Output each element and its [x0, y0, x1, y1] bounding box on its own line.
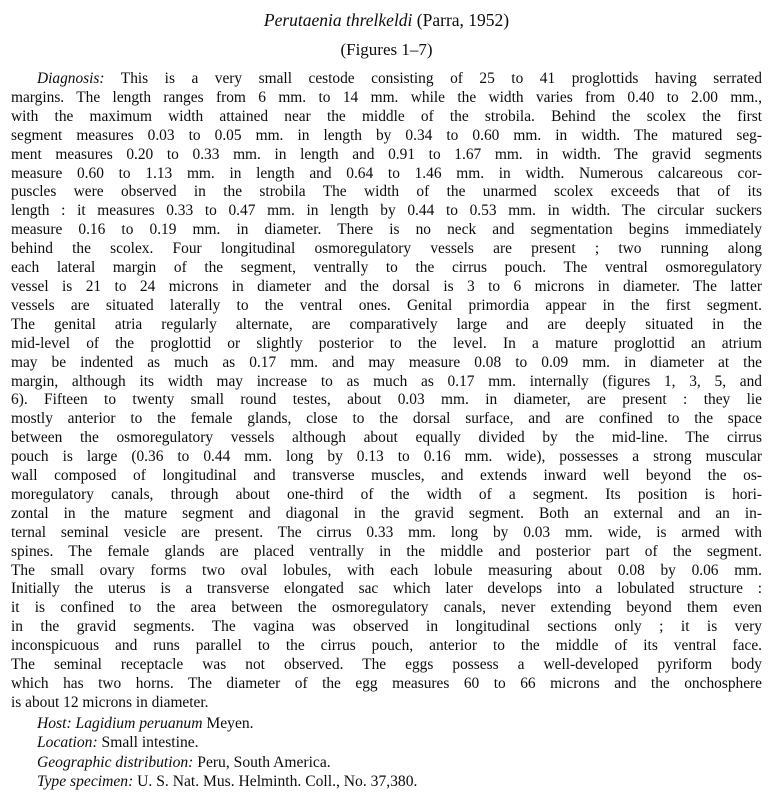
diagnosis-line: behind the scolex. Four longitudinal osmoregulatory vessels are present ; two running along: [11, 240, 762, 258]
host-author: Meyen.: [202, 714, 254, 732]
diagnosis-line: The seminal receptacle was not observed. The eggs possess a well-developed pyriform body: [11, 656, 762, 674]
geographic-distribution-line: [11, 753, 762, 773]
host-line: [11, 714, 762, 734]
diagnosis-line: mid-level of the proglottid or slightly posterior to the level. In a mature proglottid an atrium: [11, 334, 762, 352]
diagnosis-line: mostly anterior to the female glands, close to the dorsal surface, and are confined to the space: [11, 410, 762, 428]
diagnosis-line: which has two horns. The diameter of the egg measures 60 to 66 microns and the onchosphere: [11, 675, 762, 692]
type-specimen-value: U. S. Nat. Mus. Helminth. Coll., No. 37,380.: [133, 773, 418, 791]
diagnosis-line: margin, although its width may increase to as much as 0.17 mm. internally (figures 1, 3, 5, and: [11, 372, 762, 390]
host-species: Lagidium peruanum: [71, 714, 203, 732]
diagnosis-line: Initially the uterus is a transverse elongated sac which later develops into a lobulated structure :: [11, 580, 762, 598]
host-label: Host:: [37, 714, 72, 732]
diagnosis-line: ternal seminal vesicle are present. The cirrus 0.33 mm. long by 0.03 mm. wide, is armed with: [11, 523, 762, 541]
diagnosis-line: ment measures 0.20 to 0.33 mm. in length and 0.91 to 1.67 mm. in width. The gravid segments: [11, 145, 762, 163]
diagnosis-line: between the osmoregulatory vessels although about equally divided by the mid-line. The cirrus: [11, 429, 762, 447]
diagnosis-line: spines. The female glands are placed ventrally in the middle and posterior part of the segment.: [11, 542, 762, 560]
diagnosis-line: vessels are situated laterally to the ventral ones. Genital primordia appear in the first segment.: [11, 296, 762, 314]
diagnosis-line: measure 0.16 to 0.19 mm. in diameter. There is no neck and segmentation begins immediately: [11, 221, 762, 239]
diagnosis-line: may be indented as much as 0.17 mm. and may measure 0.08 to 0.09 mm. in diameter at the: [11, 353, 762, 371]
diagnosis-line: is about 12 microns in diameter.: [11, 693, 209, 711]
diagnosis-line: 6). Fifteen to twenty small round testes, about 0.03 mm. in diameter, are present : they lie: [11, 391, 762, 409]
type-specimen-label: Type specimen:: [37, 773, 134, 791]
diagnosis-line: vessel is 21 to 24 microns in diameter and the dorsal is 3 to 6 microns in diameter. The latter: [11, 277, 762, 295]
diagnosis-line: moregulatory canals, through about one-third of the width of a segment. Its position is hori-: [11, 485, 762, 503]
diagnosis-label: Diagnosis:: [37, 70, 105, 87]
location-line: [11, 733, 762, 753]
diagnosis-line: segment measures 0.03 to 0.05 mm. in length by 0.34 to 0.60 mm. in width. The matured seg-: [11, 126, 762, 144]
diagnosis-line: zontal in the mature segment and diagonal in the gravid segment. Both an external and an in-: [11, 504, 762, 522]
species-title: [11, 10, 762, 31]
diagnosis-line: [11, 70, 762, 89]
diagnosis-line: with the maximum width attained near the middle of the strobila. Behind the scolex the first: [11, 107, 762, 125]
diagnosis-line-text: This is a very small cestode consisting of 25 to 41 proglottids having serrated: [104, 70, 762, 87]
diagnosis-line: wall composed of longitudinal and transverse muscles, and extends inward well beyond the os-: [11, 467, 762, 485]
geographic-distribution-label: Geographic distribution:: [37, 753, 194, 771]
diagnosis-line: puscles were observed in the strobila The width of the unarmed scolex exceeds that of its: [11, 183, 762, 201]
geographic-distribution-value: Peru, South America.: [193, 753, 331, 771]
species-authority: (Parra, 1952): [412, 10, 510, 30]
specimen-details: [11, 714, 762, 792]
diagnosis-line: it is confined to the area between the osmoregulatory canals, never extending beyond them even: [11, 599, 762, 617]
diagnosis-line: each lateral margin of the segment, ventrally to the cirrus pouch. The ventral osmoregulatory: [11, 259, 762, 277]
species-name: Perutaenia threlkeldi: [263, 10, 413, 30]
diagnosis-line: The small ovary forms two oval lobules, with each lobule measuring about 0.08 by 0.06 mm.: [11, 561, 762, 579]
diagnosis-paragraph: [11, 70, 762, 713]
diagnosis-line: length : it measures 0.33 to 0.47 mm. in length by 0.44 to 0.53 mm. in width. The circular suckers: [11, 202, 762, 220]
diagnosis-line: margins. The length ranges from 6 mm. to 14 mm. while the width varies from 0.40 to 2.00 mm.,: [11, 88, 762, 106]
figures-subtitle: (Figures 1–7): [340, 40, 433, 59]
type-specimen-line: [11, 772, 762, 792]
diagnosis-line: pouch is large (0.36 to 0.44 mm. long by 0.13 to 0.16 mm. wide), possesses a strong muscular: [11, 448, 762, 466]
diagnosis-line: inconspicuous and runs parallel to the cirrus pouch, anterior to the middle of its ventral face.: [11, 637, 762, 655]
location-value: Small intestine.: [97, 734, 199, 752]
diagnosis-line: measure 0.60 to 1.13 mm. in length and 0.64 to 1.46 mm. in width. Numerous calcareous cor-: [11, 164, 762, 182]
diagnosis-line: The genital atria regularly alternate, are comparatively large and are deeply situated in the: [11, 315, 762, 333]
location-label: Location:: [37, 734, 98, 752]
diagnosis-line: in the gravid segments. The vagina was observed in longitudinal sections only ; it is very: [11, 618, 762, 636]
